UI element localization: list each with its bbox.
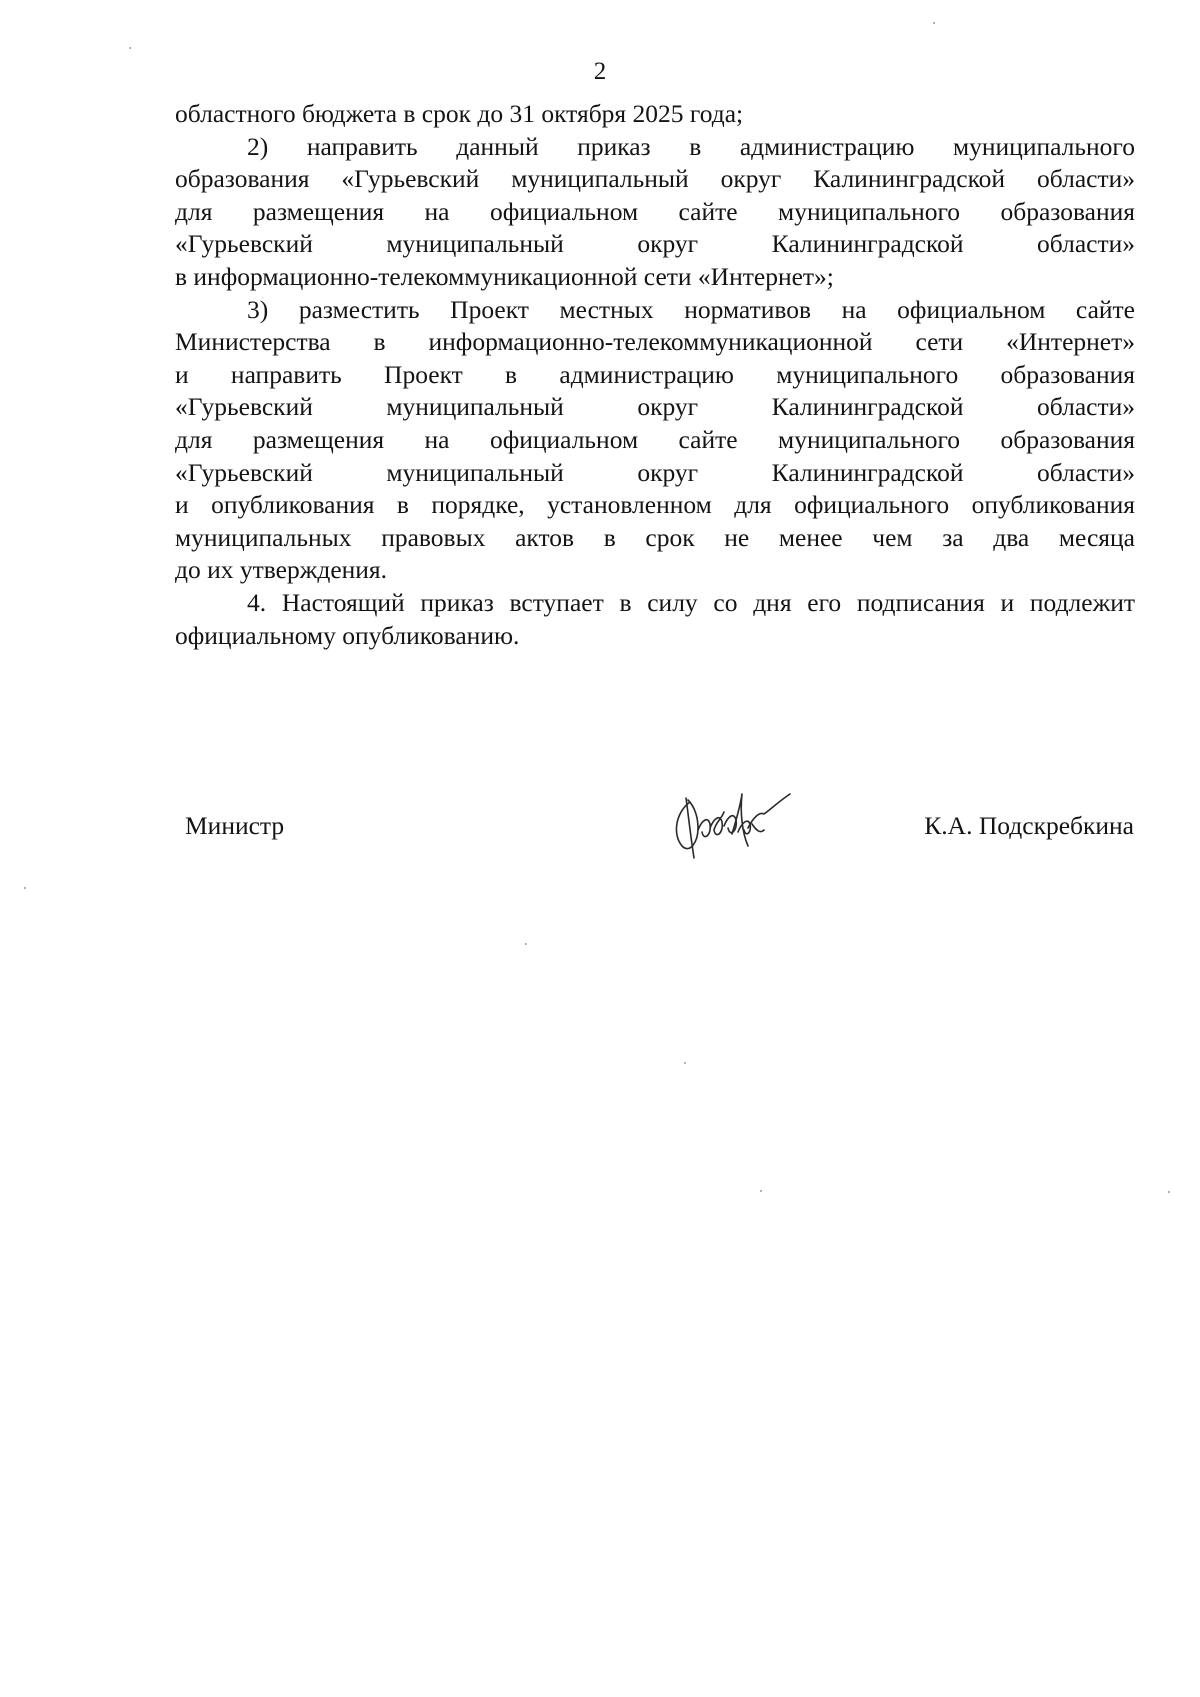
text-line: официальному опубликованию. (175, 620, 520, 650)
text-line: до их утверждения. (175, 555, 388, 585)
position-title: Министр (185, 811, 285, 840)
text-line: и направить Проект в администрацию муниципального образования (175, 359, 1135, 389)
text-line: «Гурьевский муниципальный округ Калининградской области» (175, 229, 1135, 259)
text-line: 2) направить данный приказ в администрацию муниципального (247, 131, 1135, 161)
paragraph-item-2 (175, 131, 1135, 294)
text-line: и опубликования в порядке, установленном для официального опубликования (175, 490, 1135, 520)
text-line: «Гурьевский муниципальный округ Калининградской области» (175, 392, 1135, 422)
text-line: для размещения на официальном сайте муниципального образования (175, 424, 1135, 454)
handwritten-signature-icon (668, 772, 793, 862)
scan-speck (1168, 1191, 1170, 1193)
page-number: 2 (593, 58, 607, 85)
text-line: 4. Настоящий приказ вступает в силу со дня его подписания и подлежит (247, 587, 1135, 617)
scan-speck (760, 1190, 762, 1192)
text-line: образования «Гурьевский муниципальный округ Калининградской области» (175, 164, 1135, 194)
scan-speck (24, 887, 26, 889)
text-line: муниципальных правовых актов в срок не менее чем за два месяца (175, 522, 1135, 552)
signature-block (0, 800, 1200, 880)
scan-speck (525, 943, 527, 945)
text-line: в информационно-телекоммуникационной сети «Интернет»; (175, 261, 834, 291)
text-line: «Гурьевский муниципальный округ Калининградской области» (175, 457, 1135, 487)
paragraph-item-3 (175, 294, 1135, 587)
paragraph-continuation (175, 98, 1135, 131)
text-line: Министерства в информационно-телекоммуникационной сети «Интернет» (175, 327, 1135, 357)
paragraph-item-4 (175, 587, 1135, 652)
document-body (175, 98, 1135, 652)
text-line: областного бюджета в срок до 31 октября 2025 года; (175, 99, 744, 128)
text-line: для размещения на официальном сайте муниципального образования (175, 196, 1135, 226)
scan-speck (933, 22, 935, 24)
text-line: 3) разместить Проект местных нормативов на официальном сайте (247, 294, 1135, 324)
scan-speck (129, 47, 131, 49)
signer-name: К.А. Подскребкина (924, 811, 1134, 840)
scan-speck (684, 1062, 686, 1064)
